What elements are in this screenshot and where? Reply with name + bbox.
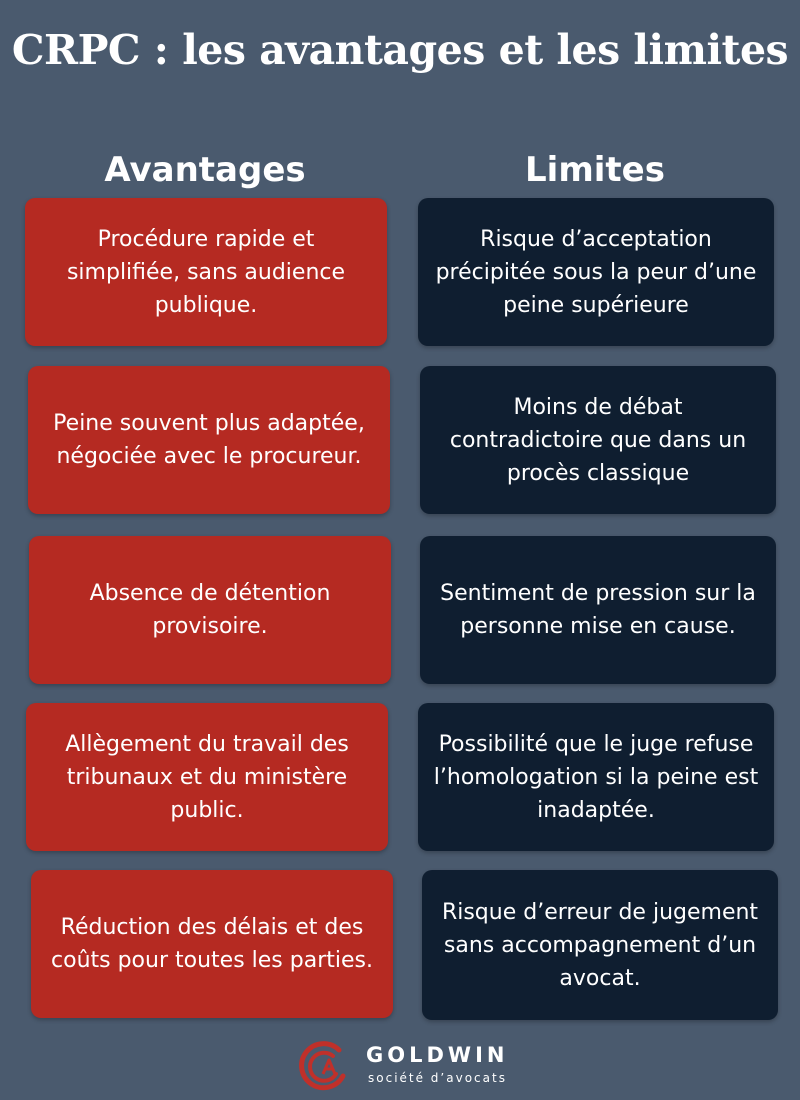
limite-card: Moins de débat contradictoire que dans un procès classique [420,366,776,514]
avantage-card: Allègement du travail des tribunaux et du ministère public. [26,703,388,851]
goldwin-logo-icon [293,1036,353,1096]
limite-card: Risque d’acceptation précipitée sous la peur d’une peine supérieure [418,198,774,346]
avantages-header: Avantages [104,150,306,190]
avantage-card: Réduction des délais et des coûts pour toutes les parties. [31,870,393,1018]
page-title: CRPC : les avantages et les limites [11,26,789,74]
limite-card: Sentiment de pression sur la personne mise en cause. [420,536,776,684]
limite-card: Risque d’erreur de jugement sans accompagnement d’un avocat. [422,870,778,1020]
avantage-card: Procédure rapide et simplifiée, sans audience publique. [25,198,387,346]
brand-tagline: société d’avocats [368,1071,507,1085]
avantage-card: Absence de détention provisoire. [29,536,391,684]
limite-card: Possibilité que le juge refuse l’homologation si la peine est inadaptée. [418,703,774,851]
brand-name: GOLDWIN [366,1043,509,1067]
avantage-card: Peine souvent plus adaptée, négociée avec le procureur. [28,366,390,514]
limites-header: Limites [525,150,665,190]
